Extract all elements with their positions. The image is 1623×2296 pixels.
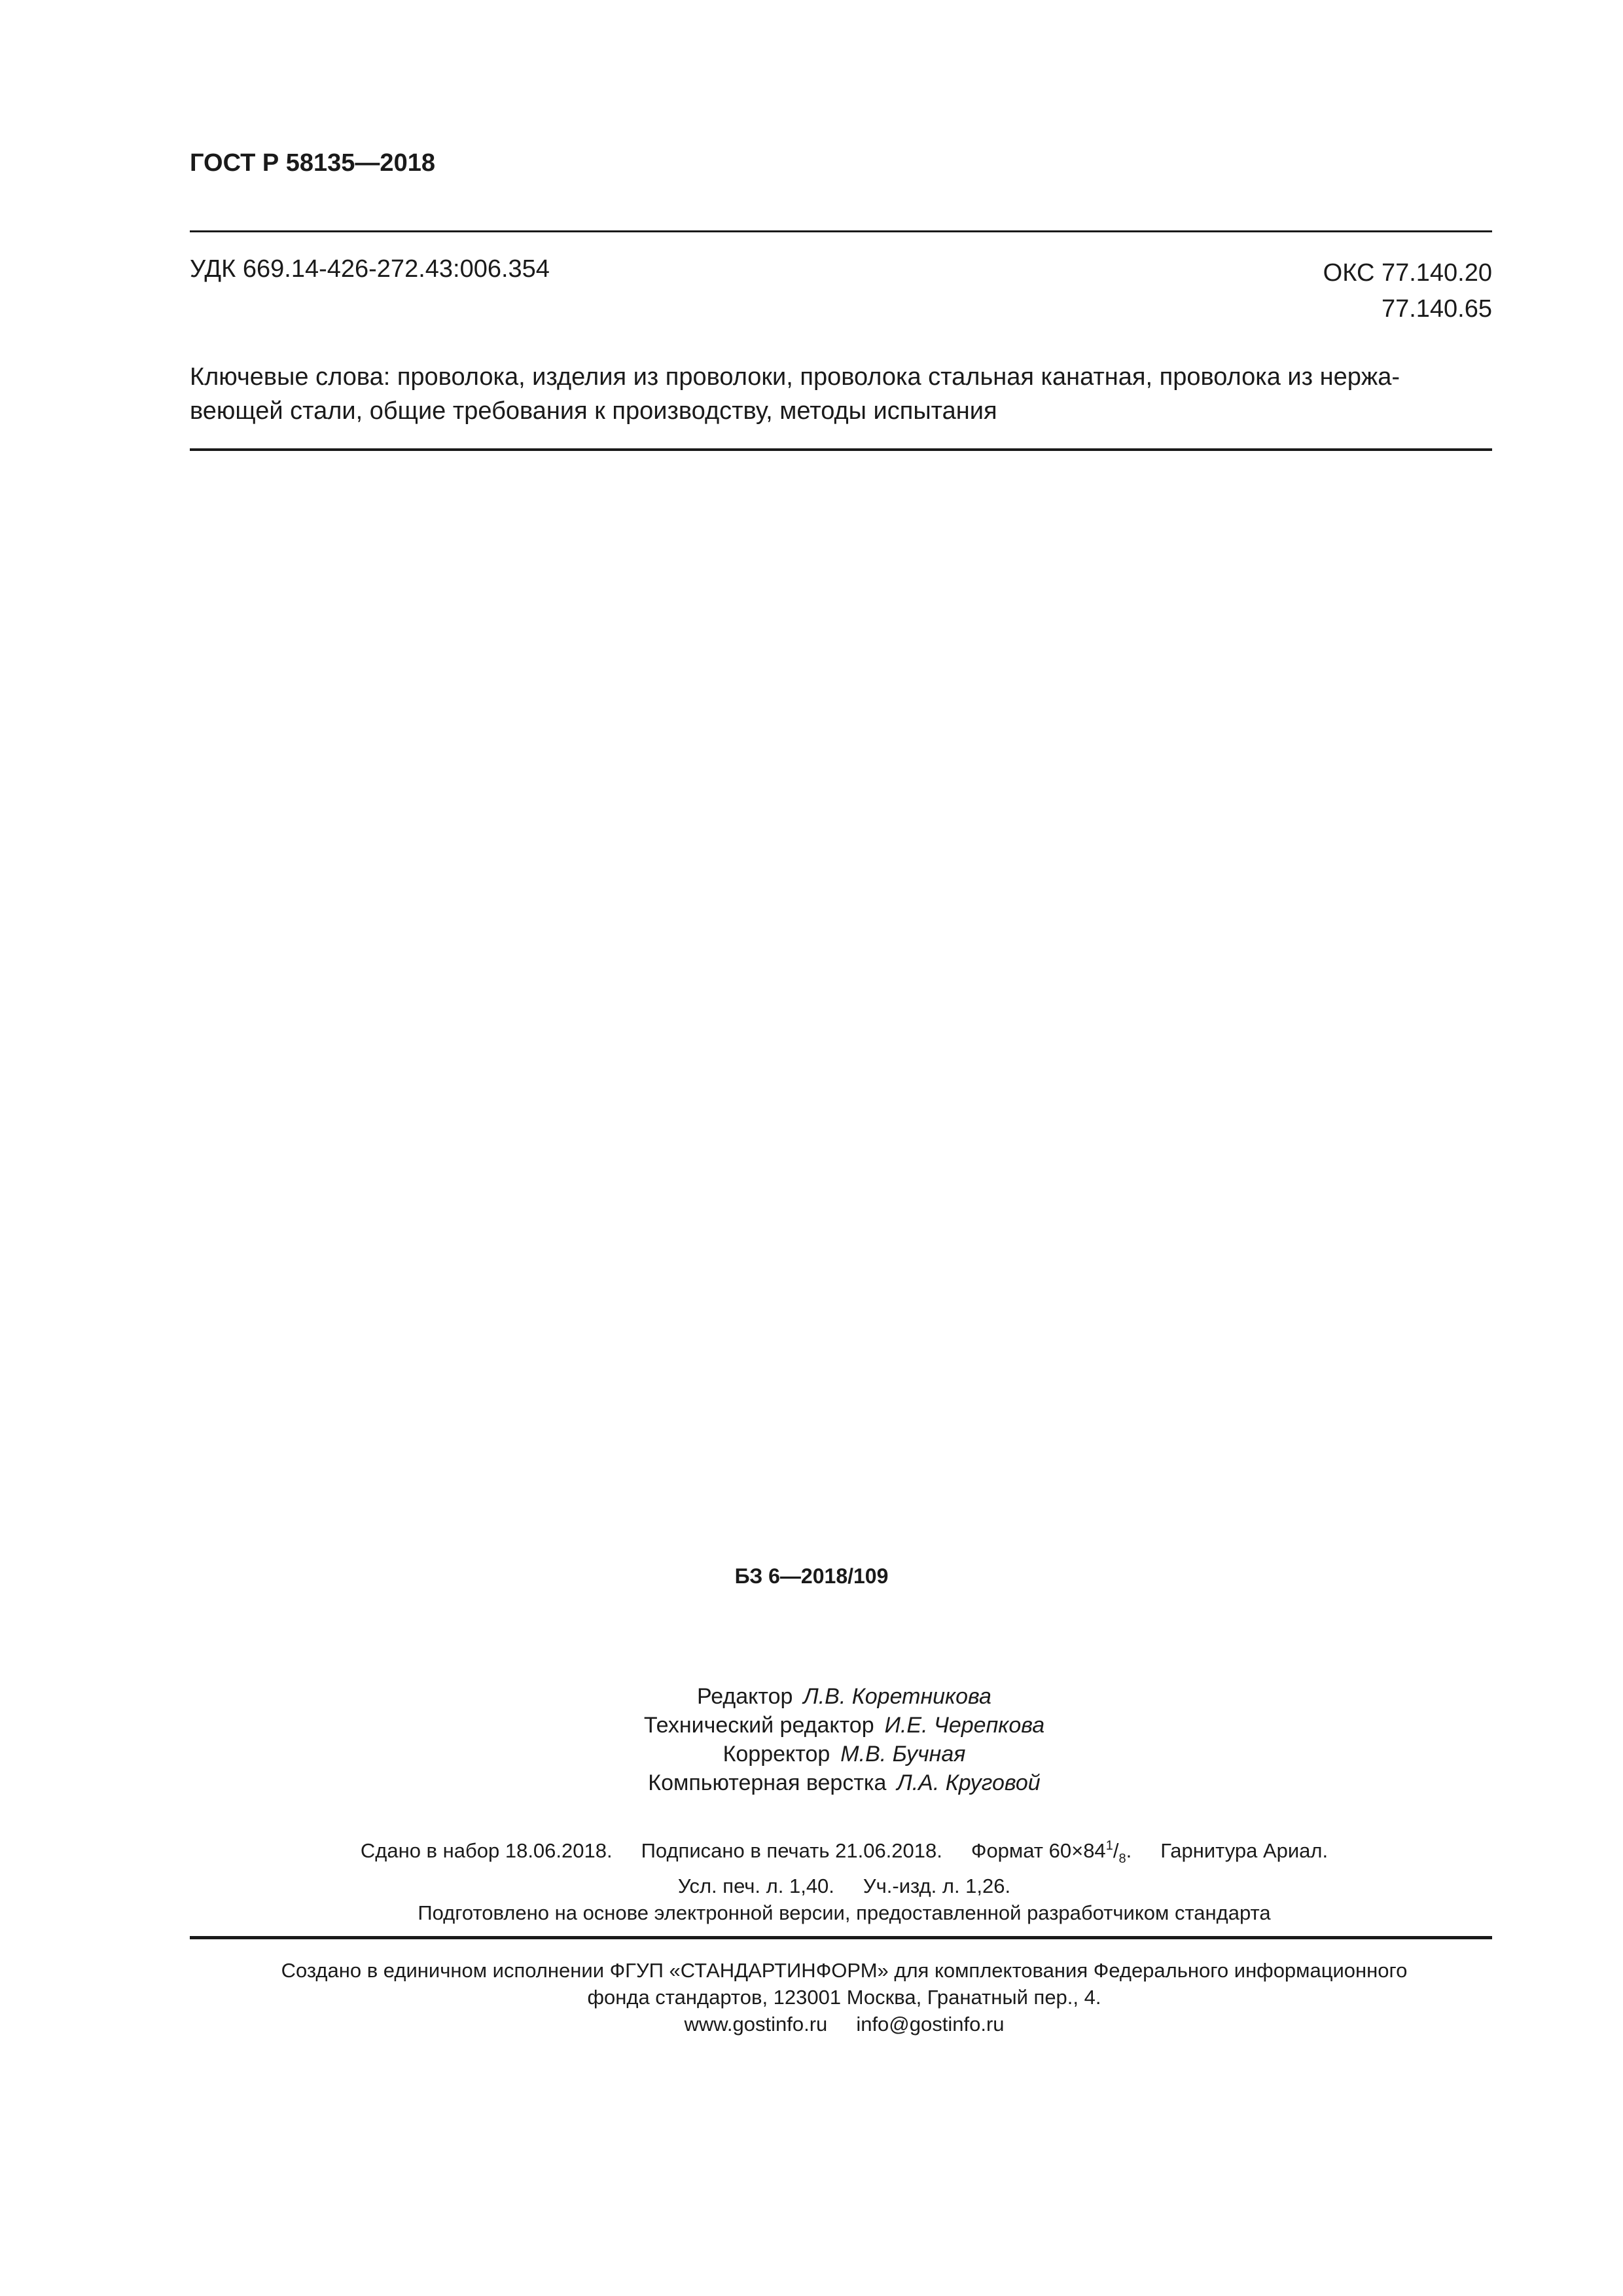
paper-format: Формат $60\times 84^1/_8$. <box>971 1839 1132 1866</box>
keywords-line-2: веющей стали, общие требования к производству, методы испытания <box>190 397 997 425</box>
typeset-date: Сдано в набор 18.06.2018. <box>360 1839 613 1862</box>
footer-divider <box>190 1936 1492 1939</box>
print-sheets: Усл. печ. л. 1,40. <box>677 1874 834 1897</box>
publication-line-1 <box>0 1833 1623 1873</box>
website-link[interactable]: www.gostinfo.ru <box>684 2013 828 2036</box>
staff-role: Редактор <box>697 1684 793 1709</box>
publication-line-2 <box>0 1873 1623 1899</box>
oks-codes <box>1323 255 1492 327</box>
standard-code: ГОСТ Р 58135—2018 <box>190 149 435 177</box>
created-line-2: фонда стандартов, 123001 Москва, Гранатный пер., 4. <box>587 1986 1101 2009</box>
staff-name: Л.А. Круговой <box>897 1770 1041 1795</box>
created-line-1: Создано в единичном исполнении ФГУП «СТАНДАРТИНФОРМ» для комплектования Федерального информационного <box>281 1959 1408 1982</box>
staff-role: Корректор <box>722 1742 830 1767</box>
staff-corrector <box>0 1740 1623 1768</box>
typeface: Гарнитура Ариал. <box>1160 1839 1329 1862</box>
staff-tech-editor <box>0 1711 1623 1740</box>
publisher-sheets: Уч.-изд. л. 1,26. <box>863 1874 1011 1897</box>
keywords-line-1: Ключевые слова: проволока, изделия из проволоки, проволока стальная канатная, проволока из нержа- <box>190 363 1400 391</box>
signed-date: Подписано в печать 21.06.2018. <box>641 1839 942 1862</box>
contacts <box>0 2011 1623 2037</box>
staff-role: Технический редактор <box>643 1713 874 1738</box>
staff-layout <box>0 1768 1623 1797</box>
staff-name: Л.В. Коретникова <box>803 1684 991 1709</box>
staff-role: Компьютерная верстка <box>648 1770 887 1795</box>
prepared-note: Подготовлено на основе электронной версии, предоставленной разработчиком стандарта <box>418 1901 1271 1924</box>
email-link[interactable]: info@gostinfo.ru <box>856 2013 1005 2036</box>
keywords-block <box>190 360 1492 428</box>
staff-list <box>0 1682 1623 1797</box>
oks-code-1: ОКС 77.140.20 <box>1323 259 1492 287</box>
publication-details <box>0 1833 1623 1926</box>
keywords-divider <box>190 448 1492 451</box>
footer-block <box>0 1957 1623 2037</box>
udk-code: УДК 669.14-426-272.43:006.354 <box>190 255 550 283</box>
bz-number: БЗ 6—2018/109 <box>734 1564 889 1588</box>
staff-name: М.В. Бучная <box>840 1742 966 1767</box>
staff-name: И.Е. Черепкова <box>884 1713 1045 1738</box>
staff-editor <box>0 1682 1623 1711</box>
oks-code-2: 77.140.65 <box>1381 295 1492 323</box>
top-divider <box>190 230 1492 232</box>
